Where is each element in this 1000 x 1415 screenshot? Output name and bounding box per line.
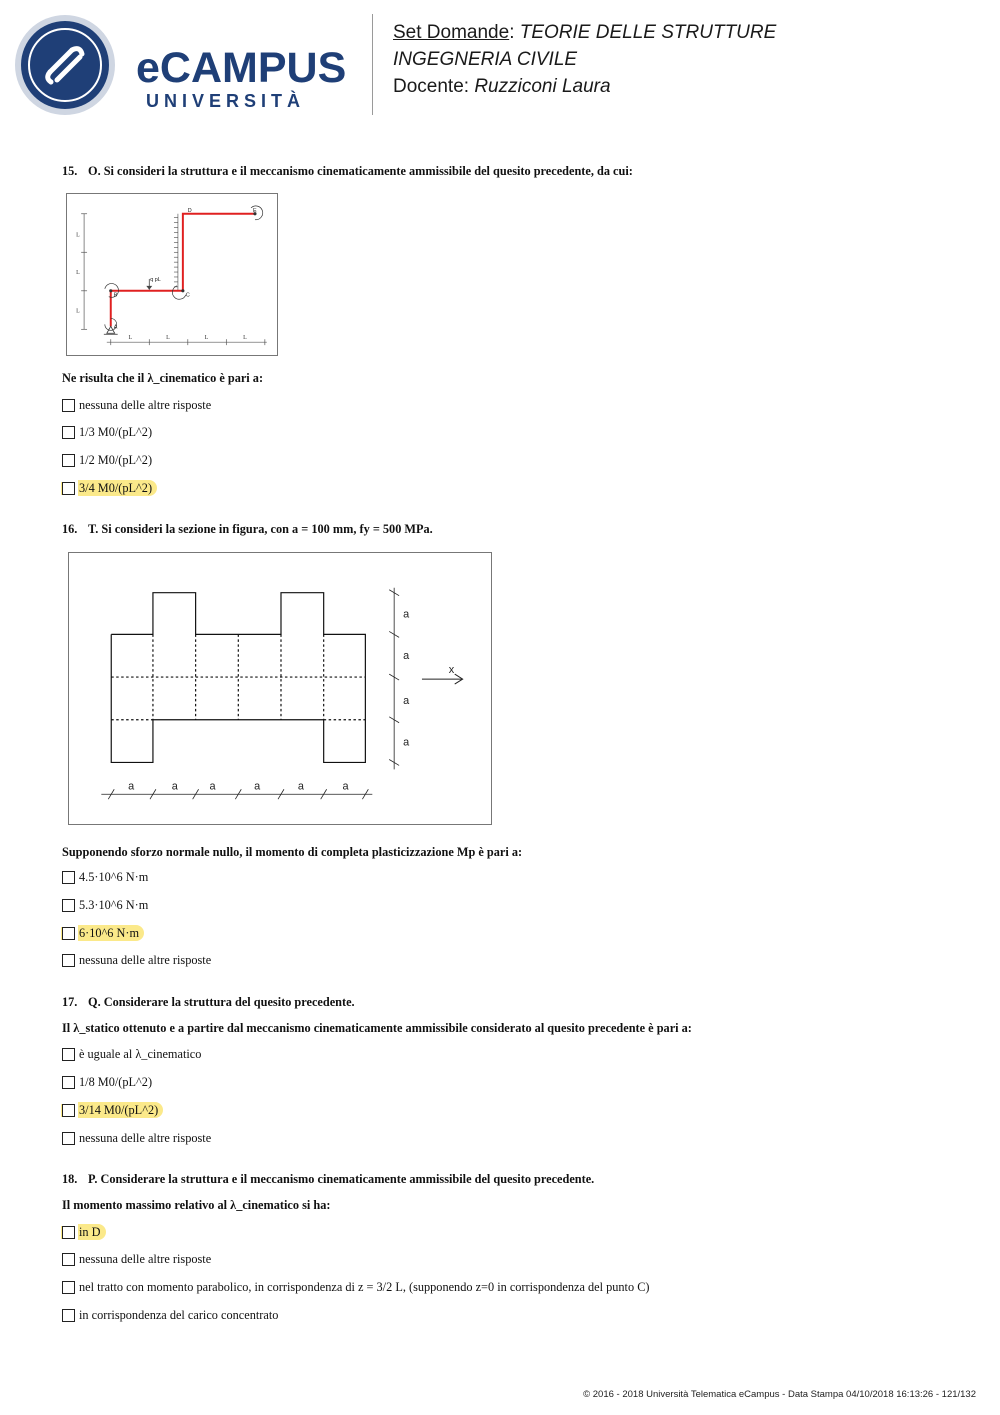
answer-option[interactable] — [62, 424, 154, 440]
question-text: Q. Considerare la struttura del quesito precedente. — [88, 995, 355, 1009]
answer-text: in corrispondenza del carico concentrato — [79, 1308, 279, 1322]
answer-text: 3/14 M0/(pL^2) — [78, 1102, 163, 1118]
answer-option-correct[interactable] — [62, 480, 157, 496]
answer-text: nessuna delle altre risposte — [79, 1131, 212, 1145]
question-text: P. Considerare la struttura e il meccanismo cinematicamente ammissibile del quesito precedente. — [88, 1172, 595, 1186]
answer-checkbox[interactable] — [62, 454, 75, 467]
answer-text: nessuna delle altre risposte — [79, 953, 212, 967]
answer-checkbox[interactable] — [62, 426, 75, 439]
answer-text: nessuna delle altre risposte — [79, 1252, 212, 1266]
dim-label-a: a — [403, 650, 410, 663]
dim-label: L — [76, 270, 80, 277]
header-degree-line — [393, 49, 577, 71]
answer-checkbox[interactable] — [62, 1132, 75, 1145]
structure-figure — [66, 193, 278, 356]
dim-label: L — [128, 335, 133, 342]
ecampus-logo — [14, 14, 359, 116]
logo-wordmark: eCAMPUS — [136, 44, 347, 92]
question-text: T. Si consideri la sezione in figura, con a = 100 mm, fy = 500 MPa. — [88, 522, 433, 536]
answer-text: è uguale al λ_cinematico — [79, 1047, 202, 1061]
dim-label-a: a — [171, 780, 178, 793]
answer-checkbox[interactable] — [62, 1048, 75, 1061]
answer-text: nessuna delle altre risposte — [79, 398, 212, 412]
answer-option[interactable] — [62, 897, 150, 913]
point-label-d: D — [187, 207, 192, 214]
set-label: Set Domande — [393, 22, 510, 43]
answer-text: 1/8 M0/(pL^2) — [79, 1075, 153, 1089]
answer-text: 3/4 M0/(pL^2) — [78, 480, 157, 496]
question-number: 15. — [62, 164, 78, 178]
answer-checkbox[interactable] — [62, 1253, 75, 1266]
dim-label: L — [204, 335, 209, 342]
question-number: 16. — [62, 522, 78, 536]
answer-option[interactable] — [62, 1279, 652, 1295]
dim-label-a: a — [128, 780, 135, 793]
question-18-prompt: Il momento massimo relativo al λ_cinematico si ha: — [62, 1198, 331, 1212]
answer-checkbox[interactable] — [62, 1281, 75, 1294]
axis-label-x: x — [448, 664, 455, 677]
answer-text: 6·10^6 N·m — [78, 925, 144, 941]
dim-label-a: a — [403, 694, 410, 707]
answer-option-correct[interactable] — [62, 1224, 106, 1240]
answer-option-correct[interactable] — [62, 1102, 163, 1118]
dim-label: L — [166, 335, 170, 342]
answer-text: in D — [78, 1224, 106, 1240]
answer-option[interactable] — [62, 1130, 213, 1146]
dim-label-a: a — [209, 780, 216, 793]
answer-option[interactable] — [62, 397, 213, 413]
answer-option[interactable] — [62, 1046, 203, 1062]
dim-label-a: a — [403, 736, 410, 749]
answer-option[interactable] — [62, 452, 154, 468]
answer-checkbox[interactable] — [62, 399, 75, 412]
logo-subtitle: UNIVERSITÀ — [146, 91, 306, 111]
course-title: TEORIE DELLE STRUTTURE — [519, 22, 777, 43]
answer-option[interactable] — [62, 952, 213, 968]
load-label: q pL — [150, 276, 161, 283]
answer-option[interactable] — [62, 1074, 154, 1090]
answer-option-correct[interactable] — [62, 925, 144, 941]
answer-text: 1/3 M0/(pL^2) — [79, 425, 153, 439]
teacher-name: Ruzziconi Laura — [474, 76, 611, 97]
question-15-title — [62, 164, 633, 179]
question-18-title — [62, 1172, 594, 1187]
header-teacher-line — [393, 76, 611, 98]
dim-label-a: a — [403, 608, 410, 621]
dim-label-a: a — [342, 780, 349, 793]
answer-checkbox[interactable] — [62, 899, 75, 912]
answer-option[interactable] — [62, 1251, 213, 1267]
question-15-prompt: Ne risulta che il λ_cinematico è pari a: — [62, 371, 264, 385]
point-label-e: E — [252, 207, 257, 214]
page-footer: © 2016 - 2018 Università Telematica eCampus - Data Stampa 04/10/2018 16:13:26 - 121/132 — [583, 1389, 976, 1400]
degree-title: INGEGNERIA CIVILE — [393, 49, 578, 70]
point-label-a: A — [113, 324, 118, 331]
answer-checkbox[interactable] — [62, 1226, 75, 1239]
answer-checkbox[interactable] — [62, 871, 75, 884]
answer-option[interactable] — [62, 869, 150, 885]
question-number: 17. — [62, 995, 78, 1009]
question-17-prompt: Il λ_statico ottenuto e a partire dal meccanismo cinematicamente ammissibile considerato al quesito precedente è pari a: — [62, 1021, 692, 1035]
question-16-title — [62, 522, 433, 537]
header-divider — [372, 14, 373, 115]
section-figure — [68, 552, 492, 825]
dim-label: L — [76, 232, 80, 239]
point-label-c: C — [185, 292, 190, 299]
question-17-title — [62, 995, 355, 1010]
point-label-b: B — [113, 292, 118, 299]
answer-checkbox[interactable] — [62, 1076, 75, 1089]
dim-label: L — [76, 308, 80, 315]
dim-label-a: a — [297, 780, 304, 793]
header-set-line — [393, 22, 776, 44]
answer-checkbox[interactable] — [62, 927, 75, 940]
teacher-label: Docente: — [393, 76, 475, 97]
answer-text: 1/2 M0/(pL^2) — [79, 453, 153, 467]
question-16-prompt: Supponendo sforzo normale nullo, il momento di completa plasticizzazione Mp è pari a: — [62, 845, 523, 859]
answer-checkbox[interactable] — [62, 482, 75, 495]
question-number: 18. — [62, 1172, 78, 1186]
answer-option[interactable] — [62, 1307, 280, 1323]
answer-checkbox[interactable] — [62, 1309, 75, 1322]
dim-label: L — [243, 335, 247, 342]
answer-checkbox[interactable] — [62, 1104, 75, 1117]
set-colon: : — [509, 22, 520, 43]
answer-text: 5.3·10^6 N·m — [79, 898, 149, 912]
question-text: O. Si consideri la struttura e il meccanismo cinematicamente ammissibile del quesito precedente, da cui: — [88, 164, 633, 178]
answer-text: nel tratto con momento parabolico, in corrispondenza di z = 3/2 L, (supponendo z=0 in corrispondenza del punto C) — [79, 1280, 650, 1294]
answer-text: 4.5·10^6 N·m — [79, 870, 149, 884]
dim-label-a: a — [254, 780, 261, 793]
answer-checkbox[interactable] — [62, 954, 75, 967]
